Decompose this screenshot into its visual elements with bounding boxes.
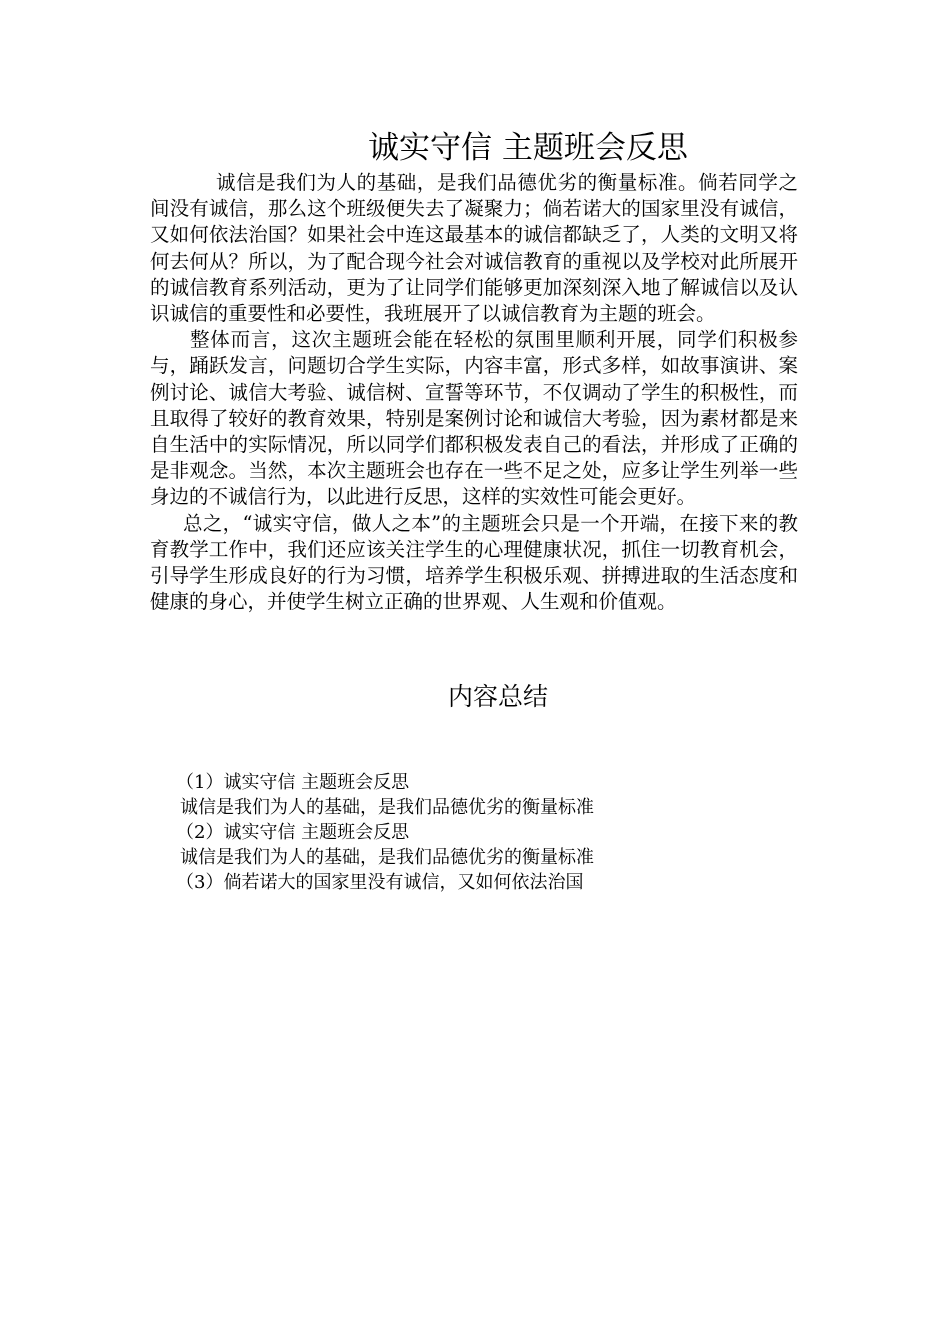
summary-list (176, 770, 594, 895)
body-paragraph-2: 整体而言，这次主题班会能在轻松的氛围里顺利开展，同学们积极参与，踊跃发言，问题切合学生实际，内容丰富，形式多样，如故事演讲、案例讨论、诚信大考验、诚信树、宣誓等环节，不仅调动了学生的积极性，而且取得了较好的教育效果，特别是案例讨论和诚信大考验，因为素材都是来自生活中的实际情况，所以同学们都积极发表自己的看法，并形成了正确的是非观念。当然，本次主题班会也存在一些不足之处，应多让学生列举一些身边的不诚信行为，以此进行反思，这样的实效性可能会更好。 (150, 328, 798, 509)
document-title: 诚实守信 主题班会反思 (368, 130, 688, 166)
summary-item-2: （2）诚实守信 主题班会反思 (176, 822, 410, 843)
summary-item-1: （1）诚实守信 主题班会反思 (176, 772, 410, 793)
summary-item-2-detail: 诚信是我们为人的基础，是我们品德优劣的衡量标准 (180, 847, 594, 868)
summary-item-3: （3）倘若诺大的国家里没有诚信，又如何依法治国 (176, 872, 584, 893)
document-body (150, 170, 798, 615)
body-paragraph-3: 总之，“诚实守信，做人之本”的主题班会只是一个开端，在接下来的教育教学工作中，我们还应该关注学生的心理健康状况，抓住一切教育机会，引导学生形成良好的行为习惯，培养学生积极乐观、拼搏进取的生活态度和健康的身心，并使学生树立正确的世界观、人生观和价值观。 (150, 511, 798, 614)
summary-heading: 内容总结 (447, 682, 548, 711)
body-paragraph-1: 诚信是我们为人的基础，是我们品德优劣的衡量标准。倘若同学之间没有诚信，那么这个班级便失去了凝聚力；倘若诺大的国家里没有诚信，又如何依法治国？如果社会中连这最基本的诚信都缺乏了，人类的文明又将何去何从？所以，为了配合现今社会对诚信教育的重视以及学校对此所展开的诚信教育系列活动，更为了让同学们能够更加深刻深入地了解诚信以及认识诚信的重要性和必要性，我班展开了以诚信教育为主题的班会。 (150, 171, 798, 326)
summary-item-1-detail: 诚信是我们为人的基础，是我们品德优劣的衡量标准 (180, 797, 594, 818)
